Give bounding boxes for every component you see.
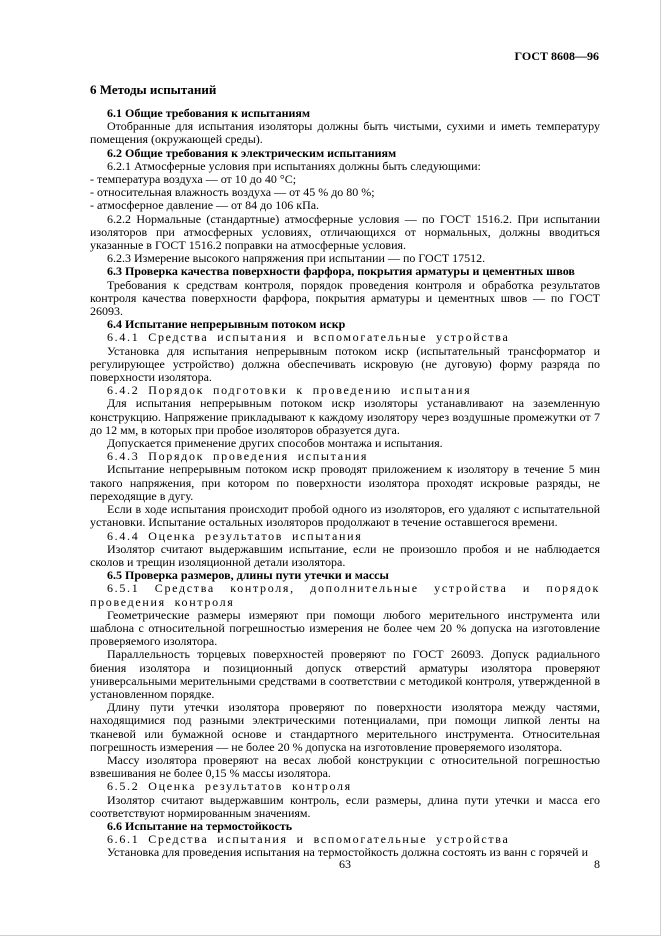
spaced-subclause-heading: 6.4.4 Оценка результатов испытания (107, 528, 363, 543)
spaced-subclause-heading: 6.4.1 Средства испытания и вспомогательные устройства (107, 330, 510, 345)
footer-spacer (90, 858, 260, 871)
section-heading: 6.3 Проверка качества поверхности фарфора, покрытия арматуры и цементных швов (107, 264, 575, 279)
spaced-subclause-heading: 6.5.2 Оценка результатов контроля (107, 779, 352, 794)
paragraph: Для испытания непрерывным потоком искр изоляторы устанавливают на заземленную конструкцию. Напряжение прикладывают к каждому изолятору через воздушные промежутки от 7 до 12 мм, в которых при пробое изоляторов образуется дуга. (90, 396, 600, 437)
document-body (90, 107, 600, 860)
section-heading: 6.4 Испытание непрерывным потоком искр (107, 317, 346, 332)
paragraph: Требования к средствам контроля, порядок проведения контроля и обработка результатов контроля качества поверхности фарфора, покрытия арматуры и цементных швов — по ГОСТ 26093. (90, 277, 600, 319)
list-item: - относительная влажность воздуха — от 45 % до 80 %; (90, 185, 375, 200)
spaced-subclause-heading: 6.5.1 Средства контроля, дополнительные устройства и порядок проведения контроля (90, 581, 600, 609)
paragraph: 6.2.1 Атмосферные условия при испытаниях должны быть следующими: (107, 158, 481, 173)
section-heading: 6.6 Испытание на термостойкость (107, 818, 293, 833)
section-heading: 6.2 Общие требования к электрическим испытаниям (107, 145, 397, 160)
paragraph: Изолятор считают выдержавшим испытание, если не произошло пробоя и не наблюдается сколов и трещин изоляционной детали изолятора. (90, 541, 600, 569)
sheet-number: 8 (594, 857, 600, 871)
paragraph: Испытание непрерывным потоком искр проводят приложением к изолятору в течение 5 мин такого напряжения, при котором по поверхности изолятора проходят искровые разряды, не переходящие в дугу. (90, 462, 600, 503)
list-item: - температура воздуха — от 10 до 40 °С; (90, 172, 297, 187)
paragraph: Если в ходе испытания происходит пробой одного из изоляторов, его удаляют с испытательной установки. Испытание остальных изоляторов продолжают в течение оставшегося времени. (90, 502, 600, 530)
paragraph: 6.2.3 Измерение высокого напряжения при испытании — по ГОСТ 17512. (107, 251, 486, 266)
document-header (90, 50, 599, 63)
section-title: 6 Методы испытаний (90, 82, 217, 97)
paragraph: Установка для испытания непрерывным потоком искр (испытательный трансформатор и регулирующее устройство) должна обеспечивать искровую (не дуговую) форму разряда по поверхности изолятора. (90, 343, 600, 385)
spaced-subclause-heading: 6.6.1 Средства испытания и вспомогательные устройства (107, 832, 510, 847)
paragraph: 6.2.2 Нормальные (стандартные) атмосферные условия — по ГОСТ 1516.2. При испытании изоляторов при атмосферных условиях, отличающихся от нормальных, должны вводиться указанные в ГОСТ 1516.2 поправки на атмосферные условия. (90, 211, 600, 253)
section-heading: 6.1 Общие требования к испытаниям (107, 106, 311, 120)
paragraph: Установка для проведения испытания на термостойкость должна состоять из ванн с горячей и (107, 845, 589, 860)
list-item: - атмосферное давление — от 84 до 106 кПа. (90, 198, 320, 213)
standard-number: ГОСТ 8608—96 (514, 49, 599, 63)
paragraph: Допускается применение других способов монтажа и испытания. (107, 436, 443, 451)
paragraph: Параллельность торцевых поверхностей проверяют по ГОСТ 26093. Допуск радиального биения изолятора и позиционный допуск отверстий арматуры изолятора проверяют универсальными мерительными средствами в соответствии с методикой контроля, утвержденной в установленном порядке. (90, 647, 600, 701)
spaced-subclause-heading: 6.4.3 Порядок проведения испытания (107, 449, 369, 464)
paragraph: Массу изолятора проверяют на весах любой конструкции с относительной погрешностью взвешивания не более 0,15 % массы изолятора. (90, 752, 600, 781)
paragraph: Отобранные для испытания изоляторы должны быть чистыми, сухими и иметь температуру помещения (окружающей среды). (90, 119, 600, 147)
paragraph: Геометрические размеры измеряют при помощи любого мерительного инструмента или шаблона с относительной погрешностью измерения не более чем 20 % допуска на изготовление проверяемого изолятора. (90, 607, 600, 649)
section-heading: 6.5 Проверка размеров, длины пути утечки и массы (107, 568, 389, 583)
paragraph: Изолятор считают выдержавшим контроль, если размеры, длина пути утечки и масса его соответствуют нормированным значениям. (90, 792, 600, 820)
document-footer (90, 858, 600, 871)
spaced-subclause-heading: 6.4.2 Порядок подготовки к проведению испытания (107, 383, 472, 398)
paragraph: Длину пути утечки изолятора проверяют по поверхности изолятора между частями, находящимися под разными электрическими потенциалами, при помощи липкой ленты на тканевой или бумажной основе и стандартного мерительного инструмента. Относительная погрешность измерения — не более 20 % допуска на изготовление проверяемого изолятора. (90, 700, 600, 754)
page-number: 63 (339, 857, 351, 871)
